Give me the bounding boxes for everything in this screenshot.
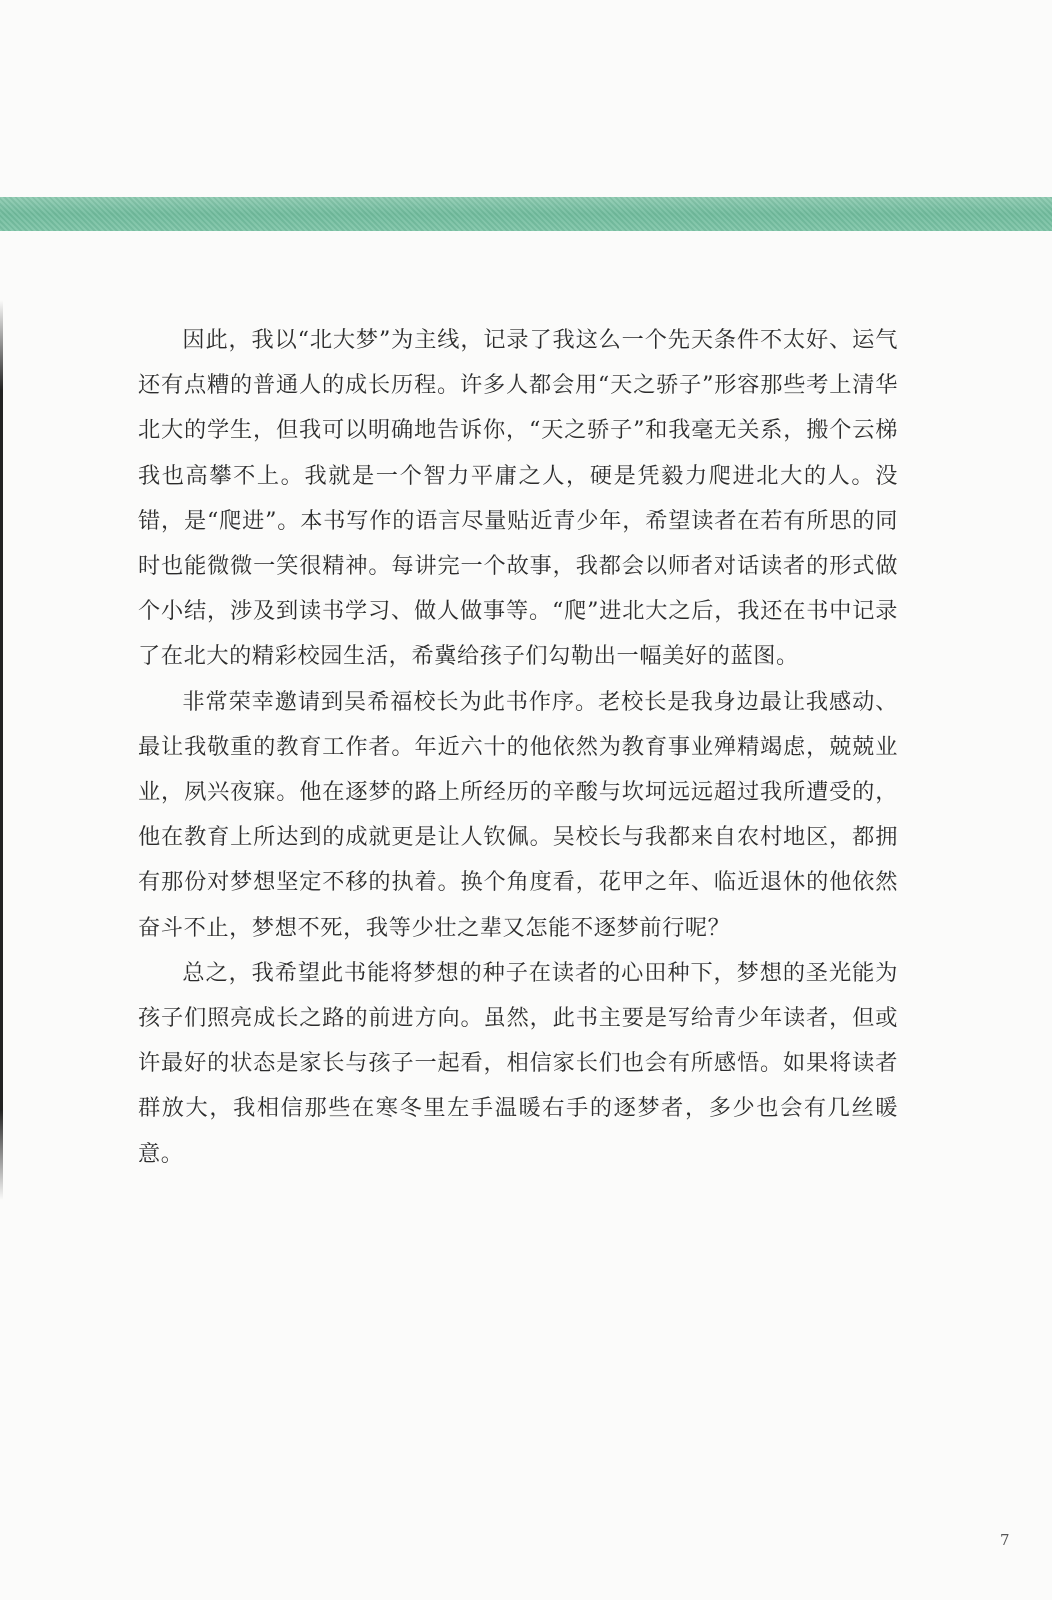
body-text (138, 318, 898, 1177)
paragraph-3: 总之，我希望此书能将梦想的种子在读者的心田种下，梦想的圣光能为孩子们照亮成长之路的前进方向。虽然，此书主要是写给青少年读者，但或许最好的状态是家长与孩子一起看，相信家长们也会有所感悟。如果将读者群放大，我相信那些在寒冬里左手温暖右手的逐梦者，多少也会有几丝暖意。 (138, 959, 898, 1167)
paragraph-1: 因此，我以“北大梦”为主线，记录了我这么一个先天条件不太好、运气还有点糟的普通人的成长历程。许多人都会用“天之骄子”形容那些考上清华北大的学生，但我可以明确地告诉你，“天之骄子”和我毫无关系，搬个云梯我也高攀不上。我就是一个智力平庸之人，硬是凭毅力爬进北大的人。没错，是“爬进”。本书写作的语言尽量贴近青少年，希望读者在若有所思的同时也能微微一笑很精神。每讲完一个故事，我都会以师者对话读者的形式做个小结，涉及到读书学习、做人做事等。“爬”进北大之后，我还在书中记录了在北大的精彩校园生活，希冀给孩子们勾勒出一幅美好的蓝图。 (138, 327, 898, 670)
scan-edge-shadow (0, 300, 3, 1200)
paragraph-2: 非常荣幸邀请到吴希福校长为此书作序。老校长是我身边最让我感动、最让我敬重的教育工作者。年近六十的他依然为教育事业殚精竭虑，兢兢业业，夙兴夜寐。他在逐梦的路上所经历的辛酸与坎坷远远超过我所遭受的，他在教育上所达到的成就更是让人钦佩。吴校长与我都来自农村地区，都拥有那份对梦想坚定不移的执着。换个角度看，花甲之年、临近退休的他依然奋斗不止，梦想不死，我等少壮之辈又怎能不逐梦前行呢？ (138, 688, 898, 941)
page-number: 7 (1000, 1531, 1010, 1549)
header-color-band (0, 197, 1052, 231)
